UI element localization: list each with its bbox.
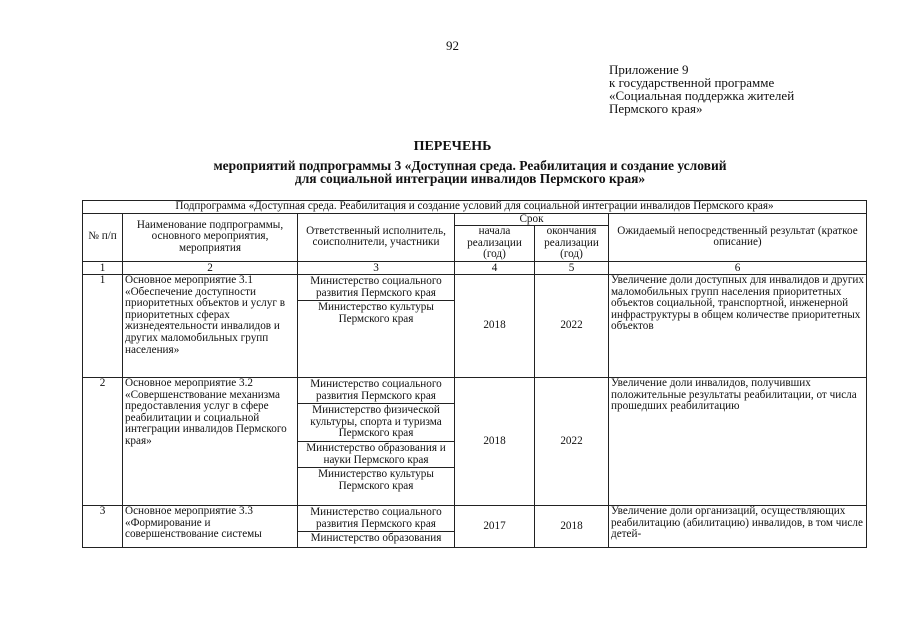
header-start: начала реализации (год): [455, 226, 535, 262]
row-num: 2: [83, 377, 123, 505]
executor: Министерство социального развития Пермского края: [298, 506, 454, 532]
index-cell: 3: [298, 261, 455, 274]
subtitle-line: мероприятий подпрограммы 3 «Доступная среда. Реабилитация и создание условий: [213, 158, 727, 173]
subtitle-line: для социальной интеграции инвалидов Пермского края»: [294, 171, 646, 186]
header-num: № п/п: [83, 213, 123, 261]
row-executors: [298, 505, 455, 547]
row-start: 2018: [455, 274, 535, 377]
appendix-line: Пермского края»: [609, 101, 703, 116]
header-executor: Ответственный исполнитель, соисполнители, участники: [298, 213, 455, 261]
row-name: Основное мероприятие 3.2 «Совершенствование механизма предоставления услуг в сфере реабилитации и социальной интеграции инвалидов Пермского края»: [123, 377, 298, 505]
index-cell: 6: [609, 261, 867, 274]
appendix-line: к государственной программе: [609, 75, 775, 90]
row-executors: [298, 274, 455, 377]
appendix-line: Приложение 9: [609, 62, 689, 77]
executor: Министерство социального развития Пермского края: [298, 275, 454, 301]
index-cell: 2: [123, 261, 298, 274]
table-row: [83, 274, 867, 377]
row-end: 2018: [535, 505, 609, 547]
index-cell: 1: [83, 261, 123, 274]
appendix-block: [609, 63, 889, 115]
row-num: 1: [83, 274, 123, 377]
table-row: [83, 505, 867, 547]
row-executors: [298, 377, 455, 505]
page-number: 92: [446, 38, 459, 53]
table-row: [83, 377, 867, 505]
row-end: 2022: [535, 377, 609, 505]
appendix-line: «Социальная поддержка жителей: [609, 88, 795, 103]
row-start: 2018: [455, 377, 535, 505]
row-name: Основное мероприятие 3.3 «Формирование и совершенствование системы: [123, 505, 298, 547]
row-name: Основное мероприятие 3.1 «Обеспечение доступности приоритетных объектов и услуг в приоритетных сферах жизнедеятельности инвалидов и других маломобильных групп населения»: [123, 274, 298, 377]
executor: Министерство социального развития Пермского края: [298, 378, 454, 404]
index-cell: 4: [455, 261, 535, 274]
document-subtitle: [140, 159, 800, 185]
subprogram-banner: Подпрограмма «Доступная среда. Реабилитация и создание условий для социальной интеграции инвалидов Пермского края»: [83, 201, 867, 214]
row-result: Увеличение доли организаций, осуществляющих реабилитацию (абилитацию) инвалидов, в том числе детей-: [609, 505, 867, 547]
events-table: [82, 200, 867, 548]
row-start: 2017: [455, 505, 535, 547]
header-name: Наименование подпрограммы, основного мероприятия, мероприятия: [123, 213, 298, 261]
executor: Министерство образования: [310, 532, 442, 545]
header-result: Ожидаемый непосредственный результат (краткое описание): [609, 213, 867, 261]
row-num: 3: [83, 505, 123, 547]
header-term: Срок: [455, 213, 609, 226]
header-end: окончания реализации (год): [535, 226, 609, 262]
executor: Министерство культуры Пермского края: [318, 301, 434, 325]
executor: Министерство культуры Пермского края: [318, 468, 434, 492]
row-end: 2022: [535, 274, 609, 377]
row-result: Увеличение доли инвалидов, получивших положительные результаты реабилитации, от числа прошедших реабилитацию: [609, 377, 867, 505]
index-row: [83, 261, 867, 274]
executor: Министерство физической культуры, спорта и туризма Пермского края: [298, 404, 454, 442]
executor: Министерство образования и науки Пермского края: [298, 442, 454, 468]
row-result: Увеличение доли доступных для инвалидов и других маломобильных групп населения приоритетных объектов социальной, транспортной, инженерной инфраструктуры в общем количестве приоритетных объектов: [609, 274, 867, 377]
document-title: ПЕРЕЧЕНЬ: [413, 139, 492, 154]
index-cell: 5: [535, 261, 609, 274]
